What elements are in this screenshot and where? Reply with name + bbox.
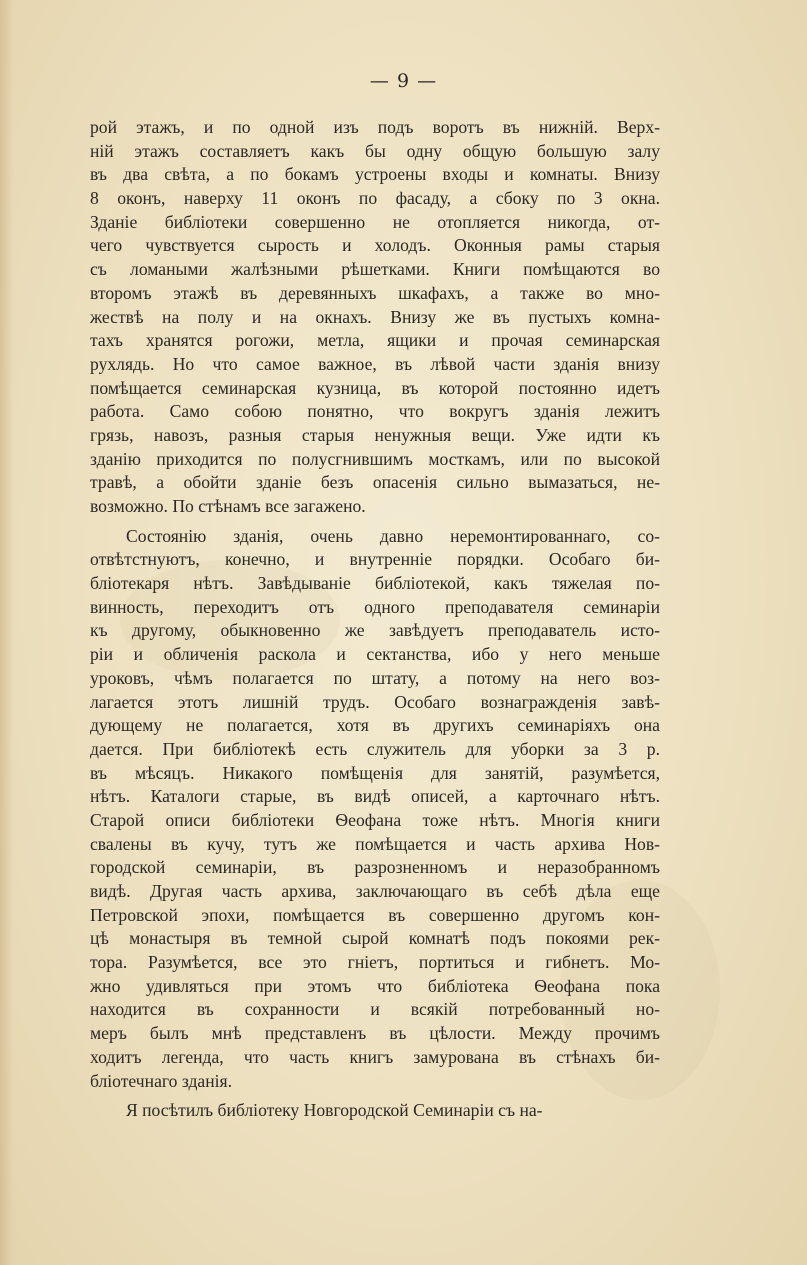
- text-line: бліотекаря нѣтъ. Завѣдываніе библіотекой, какъ тяжелая по-: [90, 573, 660, 594]
- text-line: Зданіе библіотеки совершенно не отопляется никогда, от-: [90, 211, 660, 232]
- text-line: видѣ. Другая часть архива, заключающаго въ себѣ дѣла еще: [90, 881, 660, 901]
- text-line: травѣ, а обойти зданіе безъ опасенія сильно вымазаться, не-: [90, 472, 660, 493]
- text-line: нѣтъ. Каталоги старые, въ видѣ описей, а карточнаго нѣтъ.: [90, 786, 660, 807]
- text-line: Петровской эпохи, помѣщается въ совершенно другомъ кон-: [90, 904, 660, 925]
- paragraph: [90, 525, 660, 1094]
- text-line: городской семинаріи, въ разрозненномъ и неразобранномъ: [90, 857, 660, 878]
- paragraph: [90, 116, 660, 519]
- text-line: Старой описи библіотеки Ѳеофана тоже нѣтъ. Многія книги: [90, 809, 660, 830]
- page-edge-shadow: [0, 0, 14, 1265]
- text-line: ній этажъ составляетъ какъ бы одну общую большую залу: [90, 140, 660, 161]
- body-text: [90, 116, 660, 1123]
- text-line: дующему не полагается, хотя въ другихъ семинаріяхъ она: [90, 715, 660, 736]
- text-line: чего чувствуется сырость и холодъ. Оконныя рамы старыя: [90, 235, 660, 256]
- text-line: отвѣтстнуютъ, конечно, и внутренніе порядки. Особаго би-: [90, 549, 660, 570]
- text-line: въ два свѣта, а по бокамъ устроены входы и комнаты. Внизу: [90, 164, 660, 185]
- text-line: цѣ монастыря въ темной сырой комнатѣ подъ покоями рек-: [90, 928, 660, 949]
- text-line: возможно. По стѣнамъ все загажено.: [90, 496, 366, 516]
- text-line: жно удивляться при этомъ что библіотека Ѳеофана пока: [90, 975, 660, 996]
- text-line: ріи и обличенія раскола и сектанства, ибо у него меньше: [90, 644, 660, 665]
- text-line: тахъ хранятся рогожи, метла, ящики и прочая семинарская: [90, 330, 660, 351]
- text-line: второмъ этажѣ въ деревянныхъ шкафахъ, а также во мно-: [90, 282, 660, 303]
- text-line: уроковъ, чѣмъ полагается по штату, а потому на него воз-: [90, 667, 660, 688]
- text-line: Состоянію зданія, очень давно неремонтированнаго, со-: [126, 525, 660, 546]
- text-line: винность, переходитъ отъ одного преподавателя семинаріи: [90, 596, 660, 617]
- text-line: лагается этотъ лишній трудъ. Особаго вознагражденія завѣ-: [90, 691, 660, 712]
- text-line: дается. При библіотекѣ есть служитель для уборки за 3 р.: [90, 738, 660, 759]
- text-line: въ мѣсяцъ. Никакого помѣщенія для занятій, разумѣется,: [90, 762, 660, 783]
- page-number: — 9 —: [369, 70, 438, 92]
- text-line: рухлядь. Но что самое важное, въ лѣвой части зданія внизу: [90, 353, 660, 374]
- text-line: ходитъ легенда, что часть книгъ замурована въ стѣнахъ би-: [90, 1046, 660, 1067]
- text-line: помѣщается семинарская кузница, въ которой постоянно идетъ: [90, 377, 660, 398]
- text-line: находится въ сохранности и всякій потребованный но-: [90, 999, 660, 1020]
- text-line: съ ломаными жалѣзными рѣшетками. Книги помѣщаются во: [90, 259, 660, 280]
- text-line: рой этажъ, и по одной изъ подъ воротъ въ нижній. Верх-: [90, 117, 660, 137]
- text-line: тора. Разумѣется, все это гніетъ, портиться и гибнетъ. Мо-: [90, 952, 660, 973]
- text-line: бліотечнаго зданія.: [90, 1070, 233, 1091]
- text-line: меръ былъ мнѣ представленъ въ цѣлости. Между прочимъ: [90, 1023, 660, 1044]
- text-line: работа. Само собою понятно, что вокругъ зданія лежитъ: [90, 401, 660, 422]
- text-line: грязь, навозъ, разныя старыя ненужныя вещи. Уже идти къ: [90, 424, 660, 445]
- text-line: зданію приходится по полусгнившимъ мосткамъ, или по высокой: [90, 448, 660, 469]
- text-line: къ другому, обыкновенно же завѣдуетъ преподаватель исто-: [90, 620, 660, 641]
- text-line: Я посѣтилъ библіотеку Новгородской Семинаріи съ на-: [126, 1100, 543, 1121]
- paragraph: [90, 1099, 660, 1123]
- text-line: свалены въ кучу, тутъ же помѣщается и часть архива Нов-: [90, 833, 660, 854]
- text-line: 8 оконъ, наверху 11 оконъ по фасаду, а сбоку по 3 окна.: [90, 188, 660, 209]
- text-line: жествѣ на полу и на окнахъ. Внизу же въ пустыхъ комна-: [90, 306, 660, 327]
